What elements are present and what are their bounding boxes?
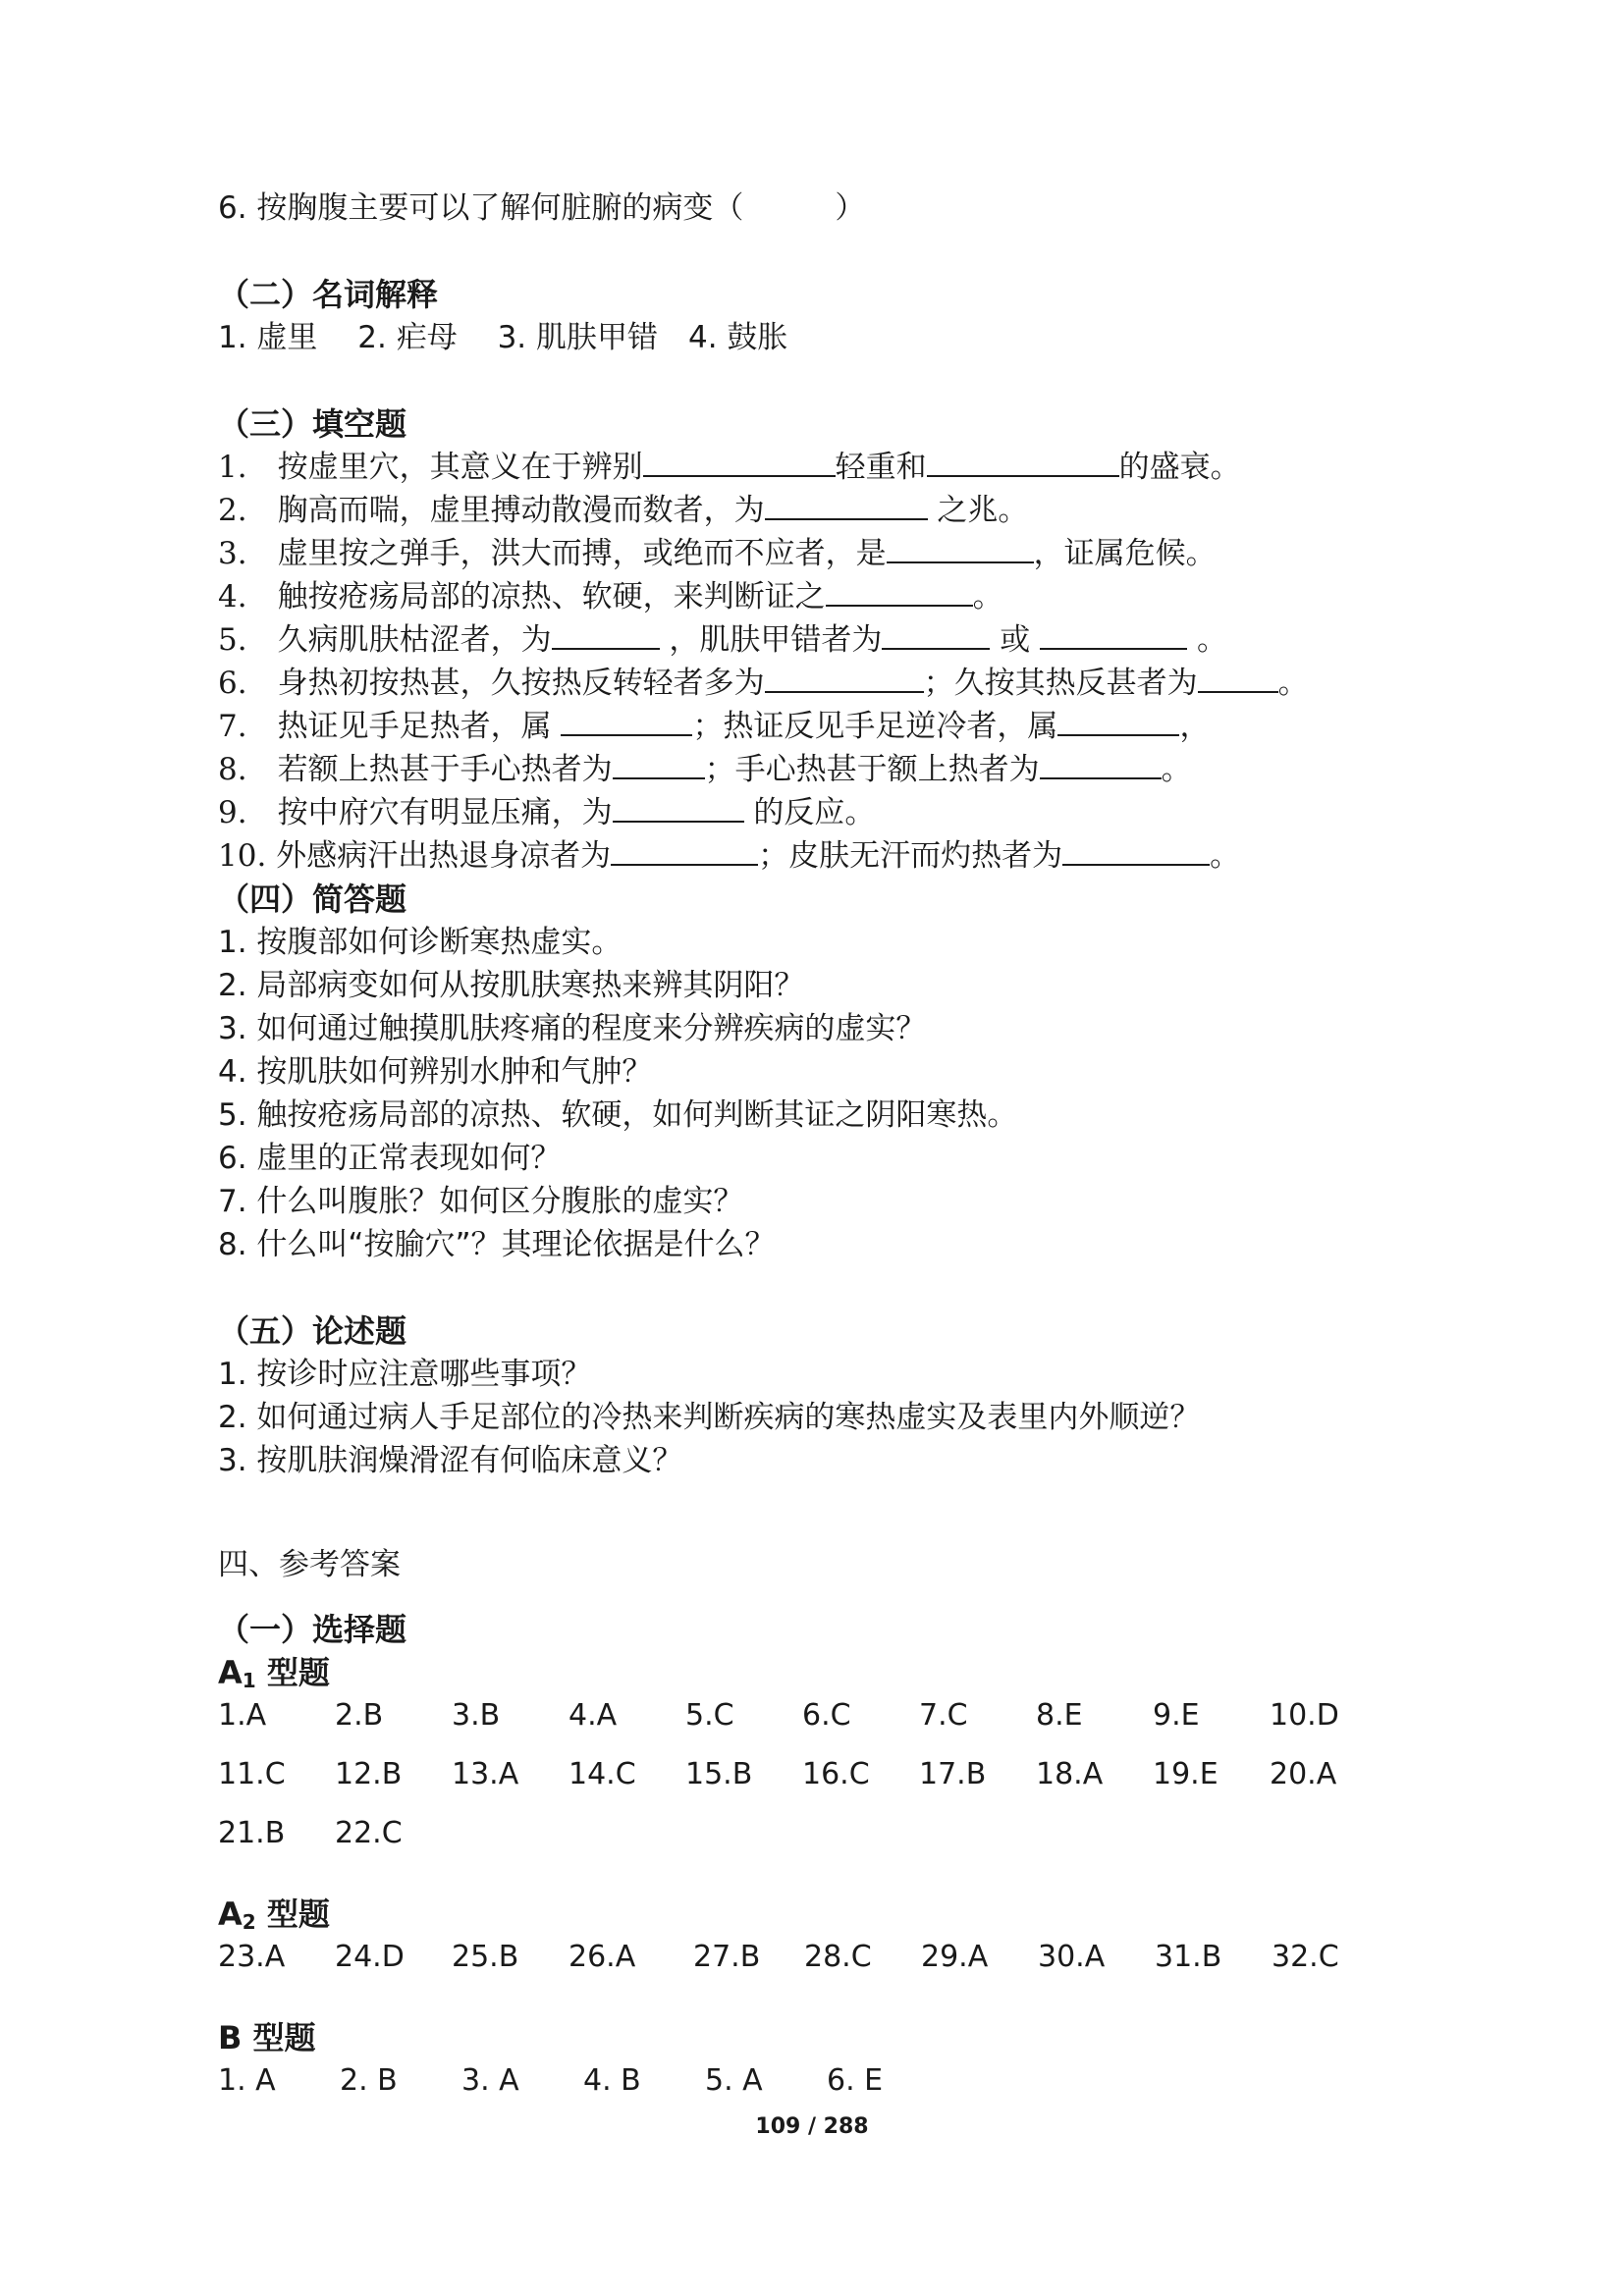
short-answer-item-3: 3. 如何通过触摸肌肤疼痛的程度来分辨疾病的虚实？: [218, 1011, 927, 1046]
answer-item: 20.A: [1270, 1757, 1337, 1791]
answer-item: 2.B: [335, 1698, 384, 1733]
answer-item: 4. B: [583, 2063, 641, 2098]
short-answer-item-1: 1. 按腹部如何诊断寒热虚实。: [218, 925, 623, 960]
fill-item-7: 7. 热证见手足热者，属 ；热证反见手足逆冷者，属 ，: [218, 705, 1210, 748]
a1-type-heading: $A_1$ 型题: [218, 1654, 330, 1692]
answer-item: 12.B: [335, 1757, 403, 1791]
essay-item-3: 3. 按肌肤润燥滑涩有何临床意义？: [218, 1443, 683, 1478]
short-answer-item-6: 6. 虚里的正常表现如何？: [218, 1141, 562, 1176]
page-number: 109 / 288: [755, 2114, 869, 2139]
answer-item: 15.B: [685, 1757, 753, 1791]
fill-item-10: 10. 外感病汗出热退身凉者为 ；皮肤无汗而灼热者为 。: [218, 834, 1240, 878]
fill-item-5: 5. 久病肌肤枯涩者，为 ，肌肤甲错者为 或 。: [218, 618, 1227, 662]
answer-item: 3.B: [452, 1698, 501, 1733]
answer-item: 18.A: [1036, 1757, 1104, 1791]
answer-item: 25.B: [452, 1940, 519, 1974]
short-answer-item-7: 7. 什么叫腹胀？如何区分腹胀的虚实？: [218, 1184, 744, 1219]
answer-item: 5.C: [685, 1698, 734, 1733]
answer-item: 6.C: [802, 1698, 851, 1733]
answer-item: 19.E: [1153, 1757, 1218, 1791]
answer-item: 1.A: [218, 1698, 267, 1733]
short-answer-section-title: （四）简答题: [218, 881, 407, 918]
answer-item: 2. B: [340, 2063, 398, 2098]
answer-item: 8.E: [1036, 1698, 1083, 1733]
short-answer-item-4: 4. 按肌肤如何辨别水肿和气肿？: [218, 1054, 653, 1090]
answer-item: 7.C: [919, 1698, 968, 1733]
b-type-heading: B 型题: [218, 2019, 316, 2056]
answer-item: 23.A: [218, 1940, 286, 1974]
answer-item: 10.D: [1270, 1698, 1339, 1733]
answer-item: 11.C: [218, 1757, 286, 1791]
choice-question-6: 6. 按胸腹主要可以了解何脏腑的病变（ ）: [218, 190, 866, 226]
fill-section-title: （三）填空题: [218, 405, 407, 443]
answers-title: 四、参考答案: [218, 1547, 401, 1582]
answer-item: 31.B: [1155, 1940, 1222, 1974]
answer-item: 21.B: [218, 1816, 286, 1850]
answer-item: 3. A: [461, 2063, 519, 2098]
fill-item-3: 3. 虚里按之弹手，洪大而搏，或绝而不应者，是 ，证属危候。: [218, 532, 1217, 575]
terms-items: 1. 虚里 2. 疟母 3. 肌肤甲错 4. 鼓胀: [218, 320, 788, 355]
answer-item: 1. A: [218, 2063, 276, 2098]
fill-item-2: 2. 胸高而喘，虚里搏动散漫而数者，为 之兆。: [218, 489, 1028, 532]
short-answer-item-5: 5. 触按疮疡局部的凉热、软硬，如何判断其证之阴阳寒热。: [218, 1097, 1018, 1133]
answer-item: 16.C: [802, 1757, 870, 1791]
answer-item: 24.D: [335, 1940, 405, 1974]
answers-choice-title: （一）选择题: [218, 1611, 407, 1648]
answer-item: 17.B: [919, 1757, 987, 1791]
essay-item-2: 2. 如何通过病人手足部位的冷热来判断疾病的寒热虚实及表里内外顺逆？: [218, 1400, 1201, 1435]
essay-item-1: 1. 按诊时应注意哪些事项？: [218, 1357, 592, 1392]
answer-item: 5. A: [705, 2063, 763, 2098]
fill-item-9: 9. 按中府穴有明显压痛，为 的反应。: [218, 791, 875, 834]
fill-item-4: 4. 触按疮疡局部的凉热、软硬，来判断证之 。: [218, 575, 1003, 618]
answer-item: 27.B: [693, 1940, 761, 1974]
answer-item: 4.A: [568, 1698, 618, 1733]
terms-section-title: （二）名词解释: [218, 276, 439, 313]
answer-item: 9.E: [1153, 1698, 1200, 1733]
answer-item: 26.A: [568, 1940, 636, 1974]
answer-item: 29.A: [921, 1940, 989, 1974]
fill-item-6: 6. 身热初按热甚，久按热反转轻者多为 ；久按其热反甚者为 。: [218, 662, 1309, 705]
answer-item: 30.A: [1038, 1940, 1106, 1974]
answer-item: 14.C: [568, 1757, 636, 1791]
fill-item-8: 8. 若额上热甚于手心热者为 ；手心热甚于额上热者为 。: [218, 748, 1192, 791]
a2-type-heading: $A_2$ 型题: [218, 1896, 330, 1934]
answer-item: 6. E: [827, 2063, 884, 2098]
short-answer-item-8: 8. 什么叫“按腧穴”？其理论依据是什么？: [218, 1227, 776, 1262]
short-answer-item-2: 2. 局部病变如何从按肌肤寒热来辨其阴阳？: [218, 968, 805, 1003]
essay-section-title: （五）论述题: [218, 1312, 407, 1350]
answer-item: 32.C: [1272, 1940, 1339, 1974]
answer-item: 28.C: [804, 1940, 872, 1974]
answer-item: 22.C: [335, 1816, 403, 1850]
fill-item-1: 1. 按虚里穴，其意义在于辨别 轻重和 的盛衰。: [218, 446, 1241, 489]
answer-item: 13.A: [452, 1757, 519, 1791]
